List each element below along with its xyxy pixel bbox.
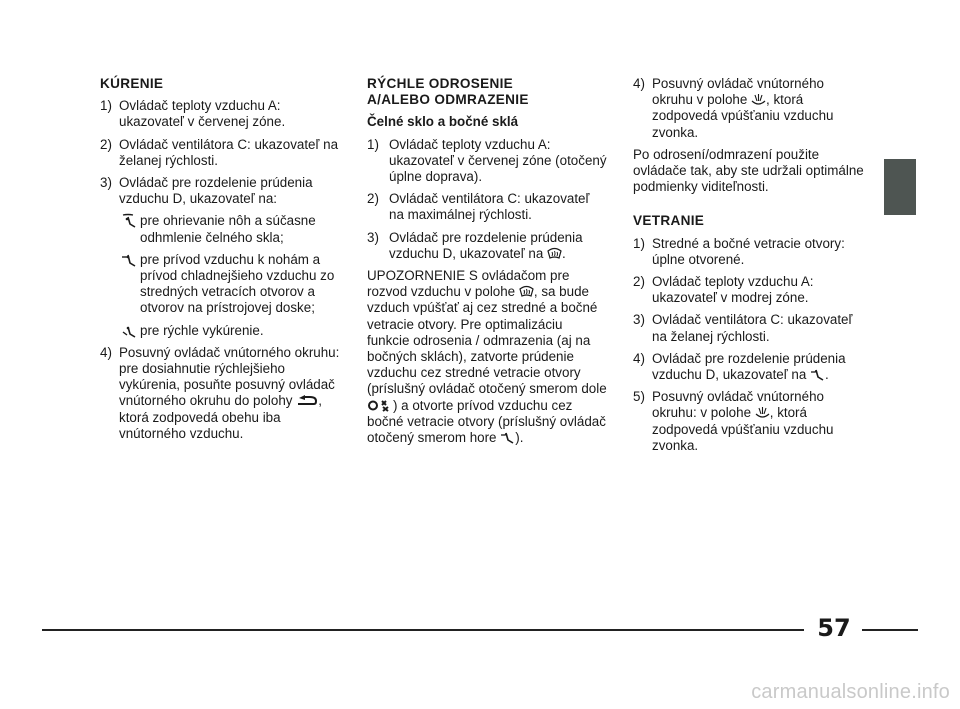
- list-item: 1) Ovládač teploty vzduchu A: ukazovateľ v červenej zóne (otočený úplne doprava).: [367, 136, 607, 185]
- feet-vents-icon: [120, 252, 138, 268]
- section-title-ventilation: VETRANIE: [633, 213, 705, 229]
- list-item: 3) Ovládač pre rozdelenie prúdenia vzduchu D, ukazovateľ na .: [367, 229, 583, 261]
- windscreen-defrost-icon: [519, 285, 534, 298]
- section-title-defrost-2: A/ALEBO ODMRAZENIE: [367, 92, 529, 108]
- list-item: 1) Ovládač teploty vzduchu A: ukazovateľ v červenej zóne.: [100, 98, 286, 130]
- list-item: 5) Posuvný ovládač vnútorného okruhu: v polohe , ktorá zodpovedá vpúšťaniu vzduchu zvonka.: [633, 389, 834, 453]
- chapter-tab: [884, 159, 916, 215]
- list-item: 3) Ovládač ventilátora C: ukazovateľ na želanej rýchlosti.: [633, 312, 853, 344]
- list-item: 4) Posuvný ovládač vnútorného okruhu v polohe , ktorá zodpovedá vpúšťaniu vzduchu zvonka.: [633, 76, 834, 140]
- vent-closed-icon: [367, 399, 393, 412]
- recirculation-icon: [296, 394, 318, 407]
- column-defrost: [367, 76, 607, 452]
- section-title-heating: KÚRENIE: [100, 76, 164, 91]
- list-item: 4) Ovládač pre rozdelenie prúdenia vzduchu D, ukazovateľ na .: [633, 350, 846, 383]
- sub-item-feet-vents: pre prívod vzduchu k nohám a prívod chladnejšieho vzduchu zo stredných vetracích otvorov a otvorov na prístrojovej doske;: [120, 252, 340, 317]
- sub-item-feet: pre rýchle vykúrenie.: [120, 323, 340, 339]
- note-paragraph: UPOZORNENIE S ovládačom pre rozvod vzduchu v polohe , sa bude vzduch vpúšťať aj cez stredné a bočné vetracie otvory. Pre optimalizáciu funkcie odrosenia / odmrazenia (aj na bočných sklách), zatvorte prúdenie vzduchu cez stredné vetracie otvory (príslušný ovládač otočený smerom dole ) a otvorte prívod vzduchu cez bočné vetracie otvory (príslušný ovládač otočený smerom hore ).: [367, 268, 607, 446]
- feet-icon: [120, 323, 138, 339]
- list-item: 1) Stredné a bočné vetracie otvory: úplne otvorené.: [633, 235, 845, 267]
- list-item: 2) Ovládač teploty vzduchu A: ukazovateľ v modrej zóne.: [633, 274, 814, 306]
- footer-rule-left: [42, 629, 804, 631]
- footer-rule-right: [862, 629, 918, 631]
- face-vent-icon: [810, 368, 825, 381]
- list-item: 3) Ovládač pre rozdelenie prúdenia vzduchu D, ukazovateľ na:: [100, 175, 313, 207]
- section-subtitle: Čelné sklo a bočné sklá: [367, 114, 519, 130]
- list-item: 4) Posuvný ovládač vnútorného okruhu: pre dosiahnutie rýchlejšieho vykúrenia, posuňte posuvný ovládač vnútorného okruhu do polohy , ktorá zodpovedá obehu iba vnútorného vzduchu.: [100, 344, 340, 441]
- column-ventilation: [633, 76, 868, 460]
- feet-defrost-icon: [120, 213, 138, 229]
- section-title-defrost-1: RÝCHLE ODROSENIE: [367, 76, 514, 91]
- windscreen-defrost-icon: [547, 247, 562, 260]
- paragraph: Po odrosení/odmrazení použite ovládače tak, aby ste udržali optimálne podmienky viditeľnosti.: [633, 146, 864, 195]
- watermark: carmanualsonline.info: [751, 681, 950, 703]
- list-item: 2) Ovládač ventilátora C: ukazovateľ na maximálnej rýchlosti.: [367, 191, 590, 223]
- page-number: 57: [817, 614, 851, 642]
- outside-air-icon: [751, 93, 766, 106]
- column-heating: [100, 76, 340, 448]
- sub-item-feet-defrost: pre ohrievanie nôh a súčasne odhmlenie čelného skla;: [120, 213, 340, 245]
- list-item: 2) Ovládač ventilátora C: ukazovateľ na želanej rýchlosti.: [100, 136, 339, 168]
- outside-air-icon: [755, 406, 770, 419]
- feet-vents-icon: [500, 431, 515, 444]
